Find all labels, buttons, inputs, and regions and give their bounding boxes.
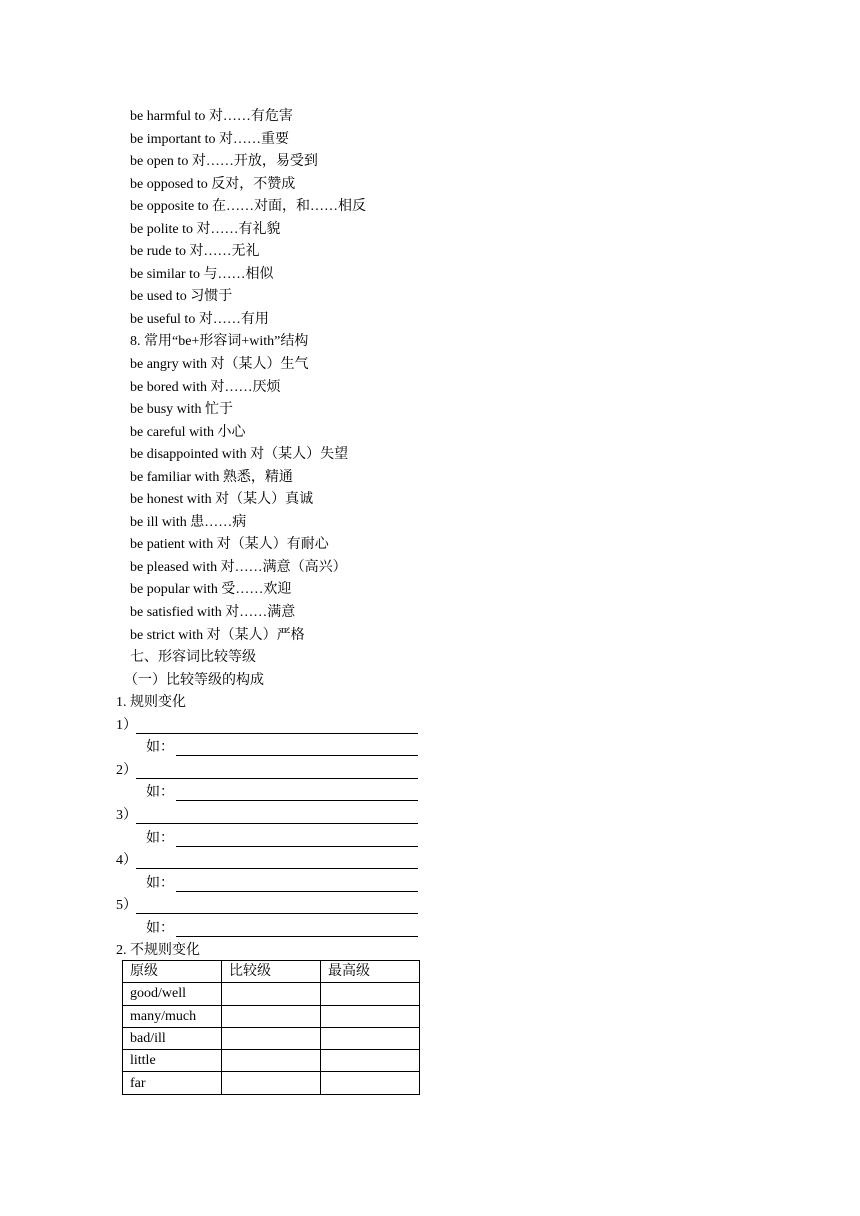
phrase-line: be rude to 对……无礼 bbox=[130, 244, 260, 260]
fill-in-blank[interactable] bbox=[176, 828, 418, 847]
superlative-cell[interactable] bbox=[321, 1027, 420, 1049]
positive-cell: far bbox=[123, 1072, 222, 1094]
header-comparative: 比较级 bbox=[222, 961, 321, 983]
item-number: 1） bbox=[116, 717, 137, 733]
comparative-cell[interactable] bbox=[222, 1050, 321, 1072]
table-row bbox=[123, 1005, 420, 1027]
fill-in-blank[interactable] bbox=[136, 760, 418, 779]
phrase-line: be ill with 患……病 bbox=[130, 514, 247, 530]
table-row bbox=[123, 1027, 420, 1049]
phrase-line: be useful to 对……有用 bbox=[130, 311, 269, 327]
phrase-line: be important to 对……重要 bbox=[130, 131, 290, 147]
irregular-change-heading: 2. 不规则变化 bbox=[116, 943, 200, 959]
phrase-line: be satisfied with 对……满意 bbox=[130, 605, 296, 621]
example-label: 如： bbox=[146, 920, 174, 936]
positive-cell: many/much bbox=[123, 1005, 222, 1027]
table-row bbox=[123, 1072, 420, 1094]
table-header-row bbox=[123, 961, 420, 983]
blank-item-5 bbox=[116, 895, 716, 918]
superlative-cell[interactable] bbox=[321, 1050, 420, 1072]
positive-cell: good/well bbox=[123, 983, 222, 1005]
fill-in-blank[interactable] bbox=[136, 715, 418, 734]
phrase-line: be strict with 对（某人）严格 bbox=[130, 627, 305, 643]
superlative-cell[interactable] bbox=[321, 1072, 420, 1094]
phrase-line: be patient with 对（某人）有耐心 bbox=[130, 537, 329, 553]
fill-in-blank[interactable] bbox=[176, 918, 418, 937]
phrase-line: be harmful to 对……有危害 bbox=[130, 109, 293, 124]
phrase-line: be familiar with 熟悉，精通 bbox=[130, 469, 293, 485]
table-row bbox=[123, 983, 420, 1005]
phrase-line: be opposed to 反对，不赞成 bbox=[130, 176, 296, 192]
example-label: 如： bbox=[146, 740, 174, 756]
document-body bbox=[116, 106, 730, 963]
superlative-cell[interactable] bbox=[321, 1005, 420, 1027]
example-row-1 bbox=[130, 737, 730, 760]
fill-in-blank[interactable] bbox=[136, 895, 418, 914]
example-row-3 bbox=[130, 828, 730, 851]
example-row-5 bbox=[130, 918, 730, 941]
blank-item-4 bbox=[116, 850, 716, 873]
header-positive: 原级 bbox=[123, 961, 222, 983]
item-number: 2） bbox=[116, 762, 137, 778]
example-label: 如： bbox=[146, 785, 174, 801]
fill-in-blank[interactable] bbox=[136, 850, 418, 869]
table-row bbox=[123, 1050, 420, 1072]
item-number: 4） bbox=[116, 853, 137, 869]
superlative-cell[interactable] bbox=[321, 983, 420, 1005]
phrase-line: be popular with 受……欢迎 bbox=[130, 582, 292, 598]
phrase-line: be angry with 对（某人）生气 bbox=[130, 357, 309, 373]
phrase-line: be disappointed with 对（某人）失望 bbox=[130, 447, 349, 463]
phrase-line: be used to 习惯于 bbox=[130, 289, 233, 305]
example-label: 如： bbox=[146, 875, 174, 891]
blank-item-2 bbox=[116, 760, 716, 783]
comparative-cell[interactable] bbox=[222, 1072, 321, 1094]
comparative-cell[interactable] bbox=[222, 1027, 321, 1049]
phrase-line: be careful with 小心 bbox=[130, 424, 246, 440]
fill-in-blank[interactable] bbox=[176, 737, 418, 756]
comparative-cell[interactable] bbox=[222, 983, 321, 1005]
section-7-heading: 七、形容词比较等级 bbox=[130, 650, 256, 666]
subsection-heading: （一）比较等级的构成 bbox=[124, 672, 264, 688]
fill-in-blank[interactable] bbox=[176, 782, 418, 801]
blank-item-3 bbox=[116, 805, 716, 828]
example-label: 如： bbox=[146, 830, 174, 846]
fill-in-blank[interactable] bbox=[136, 805, 418, 824]
phrase-line: be honest with 对（某人）真诚 bbox=[130, 492, 314, 508]
phrase-line: be busy with 忙于 bbox=[130, 402, 234, 418]
phrase-line: be polite to 对……有礼貌 bbox=[130, 221, 281, 237]
example-row-2 bbox=[130, 782, 730, 805]
section-8-heading: 8. 常用“be+形容词+with”结构 bbox=[130, 334, 309, 350]
irregular-forms-table bbox=[122, 960, 420, 1095]
phrase-line: be open to 对……开放，易受到 bbox=[130, 154, 318, 170]
positive-cell: little bbox=[123, 1050, 222, 1072]
phrase-line: be opposite to 在……对面，和……相反 bbox=[130, 199, 367, 215]
phrase-line: be similar to 与……相似 bbox=[130, 266, 274, 282]
header-superlative: 最高级 bbox=[321, 961, 420, 983]
blank-item-1 bbox=[116, 715, 716, 738]
fill-in-blank[interactable] bbox=[176, 873, 418, 892]
regular-change-heading: 1. 规则变化 bbox=[116, 695, 186, 711]
comparative-cell[interactable] bbox=[222, 1005, 321, 1027]
phrase-line: be bored with 对……厌烦 bbox=[130, 379, 281, 395]
positive-cell: bad/ill bbox=[123, 1027, 222, 1049]
item-number: 3） bbox=[116, 807, 137, 823]
example-row-4 bbox=[130, 873, 730, 896]
item-number: 5） bbox=[116, 898, 137, 914]
phrase-line: be pleased with 对……满意（高兴） bbox=[130, 559, 347, 575]
